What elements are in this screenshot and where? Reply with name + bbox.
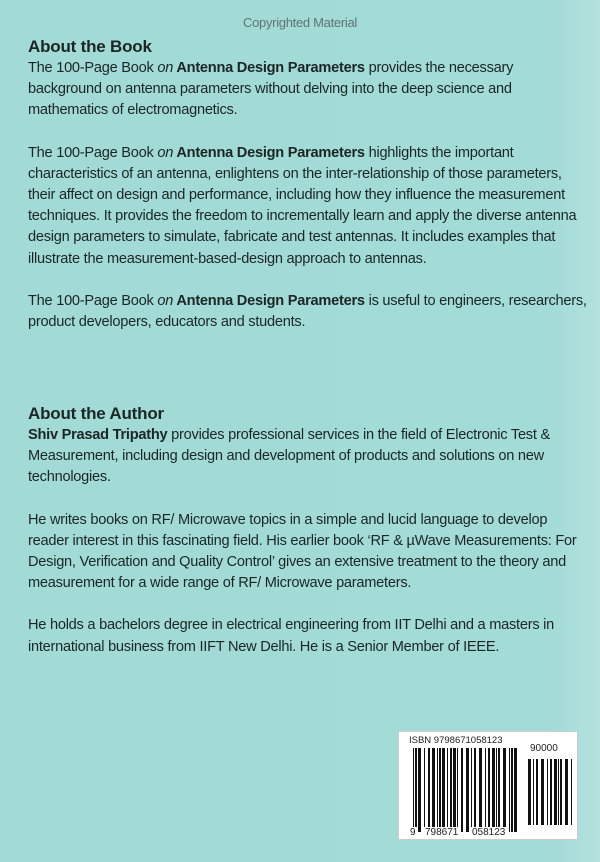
about-author-heading: About the Author	[28, 404, 164, 423]
barcode-bar	[554, 759, 557, 825]
book-title: Antenna Design Parameters	[173, 60, 365, 76]
barcode-digit-first: 9	[410, 827, 416, 838]
barcode-bar	[550, 759, 552, 825]
barcode-bar	[509, 748, 510, 832]
text: is useful to engineers, researchers, product developers, educators and students.	[28, 292, 587, 331]
barcode-bar	[514, 748, 517, 832]
barcode-bar	[471, 748, 472, 832]
text: The 100-Page Book	[28, 60, 158, 76]
barcode-bar	[424, 748, 425, 832]
barcode-bar	[565, 759, 568, 825]
text: provides professional services in the field of Electronic Test & Measurement, including design and development of products and solutions on new technologies.	[28, 427, 550, 486]
barcode-bar	[439, 748, 441, 832]
book-title: Antenna Design Parameters	[173, 292, 365, 309]
barcode-bar	[466, 748, 469, 832]
barcode-bar	[485, 748, 486, 832]
barcode-bar	[533, 759, 534, 825]
barcode-bar	[492, 748, 495, 832]
barcode-bar	[498, 748, 500, 832]
text: provides the necessary background on antenna parameters without delving into the deep science and mathematics of electromagnetics.	[28, 60, 514, 119]
barcode-bar	[541, 759, 544, 825]
barcode-bar	[428, 748, 430, 832]
book-paragraph-1	[28, 58, 588, 122]
about-book-section	[28, 36, 588, 354]
barcode-bar	[450, 748, 452, 832]
text-italic: on	[157, 144, 174, 161]
barcode-bar	[558, 759, 559, 825]
barcode-bar	[437, 748, 438, 832]
barcode-digit-group-2: 058123	[472, 827, 506, 838]
author-paragraph-1	[28, 425, 588, 489]
barcode-bar	[496, 748, 497, 832]
barcode-bar	[474, 748, 476, 832]
copyright-watermark: Copyrighted Material	[243, 15, 357, 30]
barcode-bar	[536, 759, 538, 825]
barcode-bar	[415, 748, 417, 832]
barcode-bar	[418, 748, 421, 832]
author-paragraph-2: He writes books on RF/ Microwave topics in a simple and lucid language to develop reader interest in this fascinating field. His earlier book ‘RF & µWave Measurements: For Design, Verification and Quality Control’ gives an extensive treatment to the theory and measurement for a wide range of RF/ Microwave parameters.	[28, 511, 577, 592]
barcode-bar	[457, 748, 458, 832]
barcode-bar	[503, 748, 506, 832]
barcode-bar	[453, 748, 456, 832]
book-paragraph-2	[28, 143, 588, 270]
author-name: Shiv Prasad Tripathy	[28, 427, 168, 443]
text: The 100-Page Book	[28, 292, 158, 309]
about-author-section	[28, 403, 588, 679]
barcode-bar	[511, 748, 513, 832]
price-barcode-bars	[528, 759, 574, 825]
isbn-barcode	[398, 731, 578, 840]
book-paragraph-3	[28, 291, 588, 333]
barcode-bar	[413, 748, 414, 832]
barcode-bar	[442, 748, 445, 832]
author-paragraph-3: He holds a bachelors degree in electrical engineering from IIT Delhi and a masters in international business from IIFT New Delhi. He is a Senior Member of IEEE.	[28, 617, 555, 655]
barcode-bar	[488, 748, 490, 832]
text-italic: on	[157, 292, 174, 309]
barcode-bar	[528, 759, 531, 825]
barcode-bar	[479, 748, 482, 832]
book-title: Antenna Design Parameters	[173, 144, 365, 161]
barcode-bar	[560, 759, 562, 825]
price-code: 90000	[530, 743, 558, 754]
barcode-bars	[413, 748, 519, 832]
text: The 100-Page Book	[28, 144, 158, 161]
barcode-bar	[547, 759, 548, 825]
text-italic: on	[157, 60, 174, 76]
barcode-bar	[447, 748, 448, 832]
about-book-heading: About the Book	[28, 37, 152, 56]
barcode-bar	[571, 759, 572, 825]
barcode-bar	[432, 748, 435, 832]
barcode-bar	[461, 748, 463, 832]
isbn-label: ISBN 9798671058123	[409, 735, 503, 746]
text: highlights the important characteristics of an antenna, enlightens on the inter-relationship of those parameters, their affect on design and performance, including how they influence the measurement techniques. It provides the freedom to incrementally learn and apply the diverse antenna design parameters to simulate, fabricate and test antennas. It includes examples that illustrate the measurement-based-design approach to antennas.	[28, 144, 577, 267]
barcode-digit-group-1: 798671	[425, 827, 459, 838]
